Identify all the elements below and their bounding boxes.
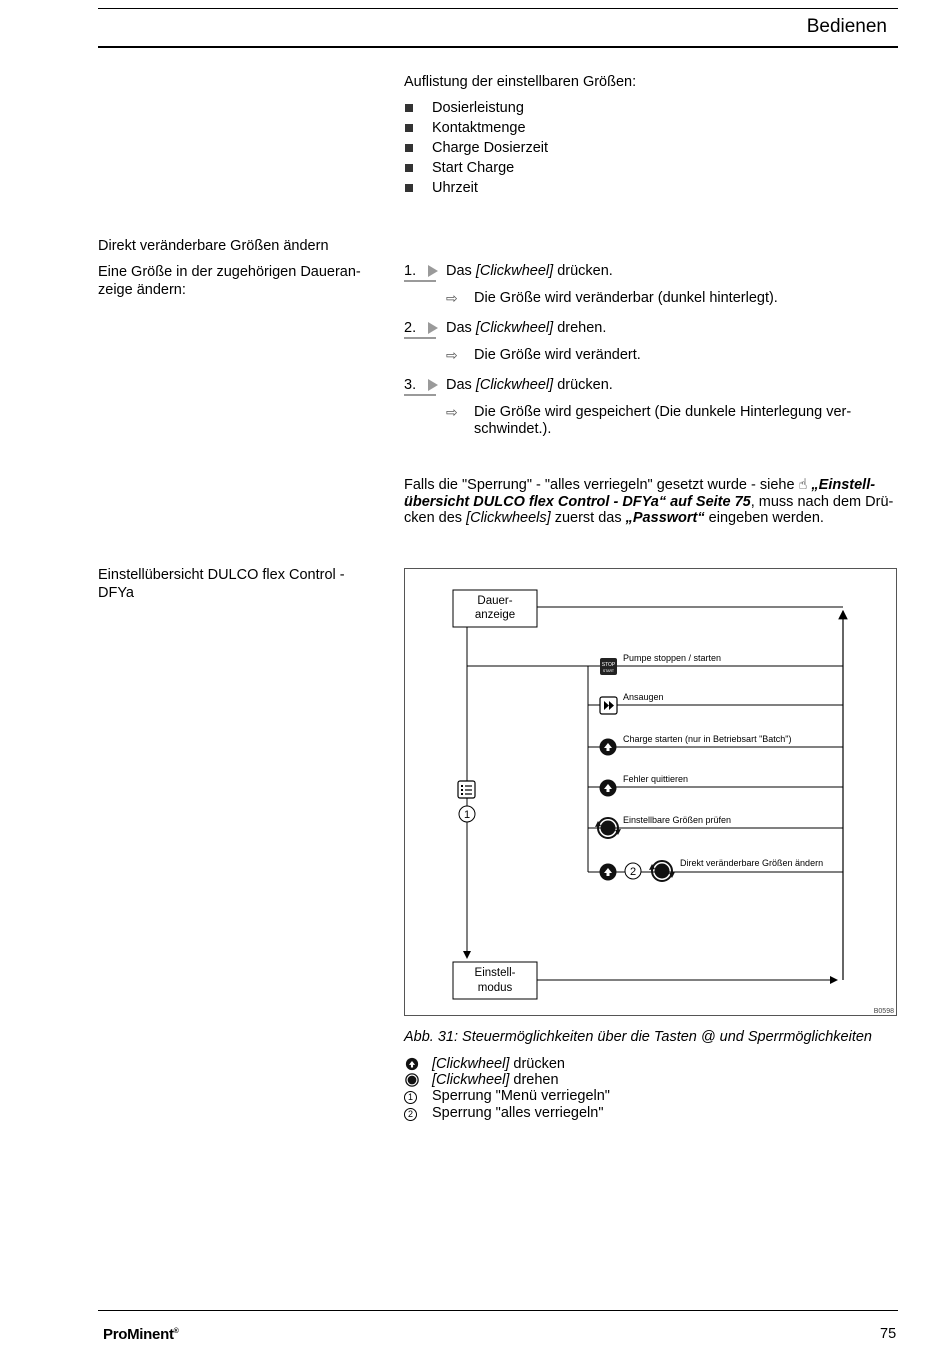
page-number: 75 — [880, 1326, 897, 1342]
row-label: Charge starten (nur in Betriebsart "Batch") — [623, 734, 792, 744]
direct-change-heading: Direkt veränderbare Größen ändern — [98, 238, 329, 254]
figure-caption: Abb. 31: Steuermöglichkeiten über die Tasten @ und Sperrmöglichkeiten — [404, 1029, 872, 1045]
row-label: Ansaugen — [623, 692, 664, 702]
svg-text:START: START — [602, 669, 615, 673]
list-item: Start Charge — [404, 158, 548, 178]
top-rule — [98, 8, 898, 9]
clickwheel-turn-icon — [595, 818, 621, 838]
image-code: B0598 — [873, 1008, 894, 1015]
list-item: Charge Dosierzeit — [404, 138, 548, 158]
result-arrow-icon: ⇨ — [446, 290, 458, 306]
cross-reference-icon: ☝ — [798, 477, 812, 493]
bullet-square-icon — [405, 144, 413, 152]
bullet-square-icon — [405, 184, 413, 192]
circled-1-icon: 1 — [404, 1091, 417, 1104]
result-arrow-icon: ⇨ — [446, 404, 458, 420]
stop-start-key-icon — [600, 658, 617, 675]
box-bottom-line1: Einstell- — [474, 967, 516, 979]
step-arrow-icon — [428, 379, 438, 391]
control-diagram-svg — [405, 569, 898, 1017]
row-label: Fehler quittieren — [623, 774, 689, 784]
box-bottom-line2: modus — [477, 982, 513, 994]
list-item: Kontaktmenge — [404, 118, 548, 138]
box-top-line2: anzeige — [474, 609, 516, 621]
header-rule — [98, 46, 898, 48]
list-item: Dosierleistung — [404, 98, 548, 118]
prominent-logo: ProMinent® — [103, 1326, 179, 1343]
section-title: Bedienen — [806, 16, 887, 37]
clickwheel-press-icon — [600, 780, 617, 797]
row-label: Pumpe stoppen / starten — [623, 653, 722, 663]
step-arrow-icon — [428, 265, 438, 277]
box-top-line1: Dauer- — [477, 595, 513, 607]
bullet-square-icon — [405, 124, 413, 132]
lock-note: Falls die "Sperrung" - "alles verriegeln" gesetzt wurde - siehe ☝ „Einstell-übersicht DULCO flex Control - DFYa“ auf Seite 75, muss nach dem Drü-cken des [Clickwheels] zuerst das „Passwort“ eingeben werden. — [404, 477, 894, 526]
circled-2-icon: 2 — [404, 1108, 417, 1121]
overview-heading: Einstellübersicht DULCO flex Control - DFYa — [98, 567, 345, 601]
adjustable-list — [404, 98, 548, 198]
list-item: Uhrzeit — [404, 178, 548, 198]
footer-rule — [98, 1310, 898, 1311]
clickwheel-turn-icon — [649, 861, 675, 881]
svg-text:1: 1 — [463, 809, 471, 821]
svg-text:STOP: STOP — [601, 662, 616, 668]
clickwheel-press-icon — [404, 1057, 420, 1071]
direct-change-subheading: Eine Größe in der zugehörigen Daueran-zeige ändern: — [98, 264, 361, 298]
svg-text:2: 2 — [629, 866, 637, 878]
adjustable-list-heading: Auflistung der einstellbaren Größen: — [404, 74, 637, 90]
cross-reference-link[interactable]: „Einstell-übersicht DULCO flex Control - DFYa“ auf Seite 75 — [404, 477, 876, 510]
row-label: Direkt veränderbare Größen ändern — [680, 858, 824, 868]
bullet-square-icon — [405, 164, 413, 172]
clickwheel-press-icon — [600, 864, 617, 881]
control-diagram — [404, 568, 897, 1016]
clickwheel-press-icon — [600, 739, 617, 756]
menu-key-icon — [458, 781, 475, 798]
fast-forward-key-icon — [600, 697, 617, 714]
bullet-square-icon — [405, 104, 413, 112]
clickwheel-turn-icon — [404, 1073, 420, 1087]
result-arrow-icon: ⇨ — [446, 347, 458, 363]
row-label: Einstellbare Größen prüfen — [623, 815, 732, 825]
step-arrow-icon — [428, 322, 438, 334]
